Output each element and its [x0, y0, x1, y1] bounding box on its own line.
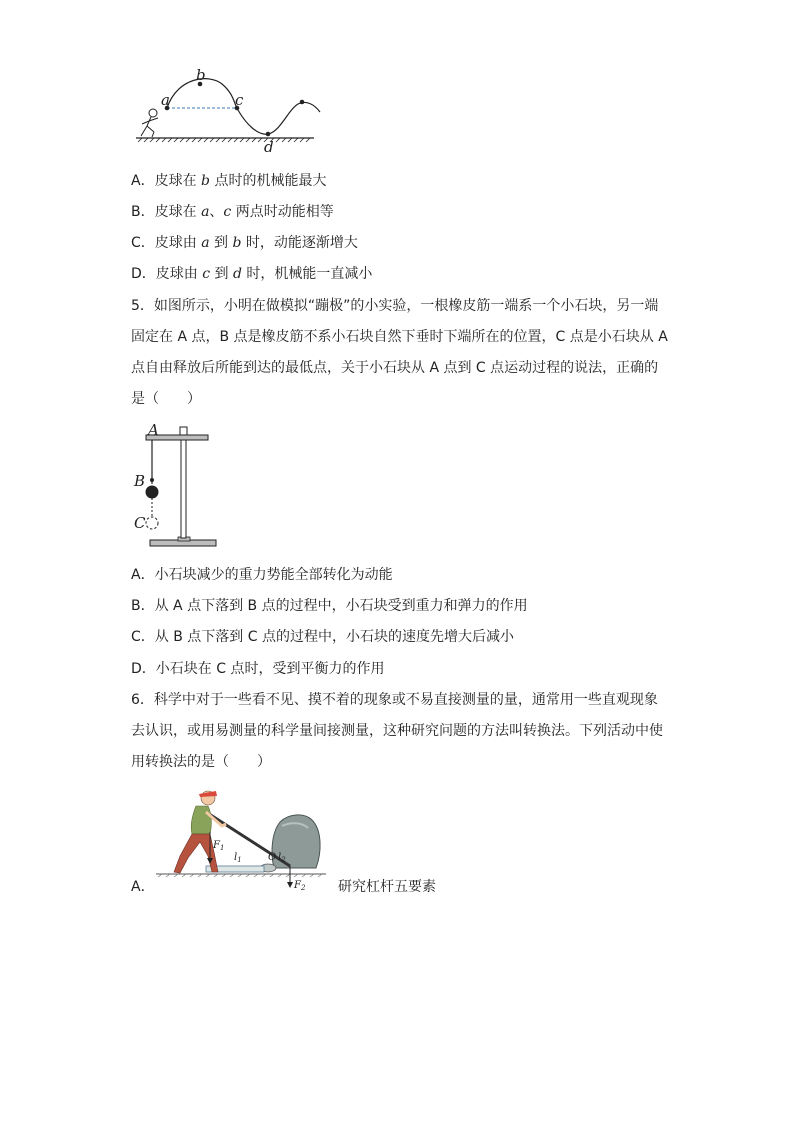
bungee-stand-figure [130, 418, 230, 554]
q6-option-a-letter: A． [131, 879, 155, 895]
q4-option-c: C．皮球由 a 到 b 时，动能逐渐增大 [131, 235, 358, 251]
svg-text:l1: $l_1$ [234, 852, 242, 864]
q4-option-a: A．皮球在 b 点时的机械能最大 [131, 173, 327, 189]
kicking-person-icon [141, 109, 158, 137]
q6-option-a-text: 研究杠杆五要素 [338, 879, 436, 895]
q5-option-d: D．小石块在 C 点时，受到平衡力的作用 [131, 661, 385, 677]
svg-text:O: O [268, 852, 277, 863]
q4-option-b: B．皮球在 a、c 两点时动能相等 [131, 204, 334, 220]
q5-option-c: C．从 B 点下落到 C 点的过程中，小石块的速度先增大后减小 [131, 629, 514, 645]
q5-option-b: B．从 A 点下落到 B 点的过程中，小石块受到重力和弹力的作用 [131, 598, 528, 614]
label-C: C [134, 514, 146, 532]
label-d: d [264, 138, 274, 156]
q5-stem-line2: 固定在 A 点，B 点是橡皮筋不系小石块自然下垂时下端所在的位置，C 点是小石块从 A [131, 329, 668, 345]
label-c: c [235, 91, 244, 109]
label-a: a [161, 91, 170, 109]
svg-text:F2: $F_2$ [294, 880, 306, 892]
q6-stem-line1: 6．科学中对于一些看不见、摸不着的现象或不易直接测量的量，通常用一些直观现象 [131, 692, 658, 708]
label-A: A [148, 421, 159, 439]
svg-text:F1: $F_1$ [213, 840, 225, 852]
point-d [266, 132, 271, 137]
q4-option-d: D．皮球由 c 到 d 时，机械能一直减小 [131, 266, 373, 282]
label-b: b [196, 66, 206, 84]
ball-trajectory-figure [130, 66, 330, 156]
person-pushing-icon [174, 791, 226, 873]
svg-text:l2: $l_2$ [278, 852, 286, 864]
q6-stem-line2: 去认识，或用易测量的科学量间接测量，这种研究问题的方法叫转换法。下列活动中使 [131, 723, 663, 739]
q5-stem-line4: 是（ ） [131, 391, 201, 407]
q5-option-a: A．小石块减少的重力势能全部转化为动能 [131, 567, 393, 583]
label-B: B [134, 472, 146, 490]
q6-stem-line3: 用转换法的是（ ） [131, 754, 271, 770]
lever-illustration [150, 782, 330, 894]
q5-stem-line3: 点自由释放后所能到达的最低点，关于小石块从 A 点到 C 点运动过程的说法，正确的 [131, 360, 659, 376]
stone-icon [146, 486, 159, 499]
q5-stem-line1: 5．如图所示，小明在做模拟“蹦极”的小实验，一根橡皮筋一端系一个小石块，另一端 [131, 298, 659, 314]
